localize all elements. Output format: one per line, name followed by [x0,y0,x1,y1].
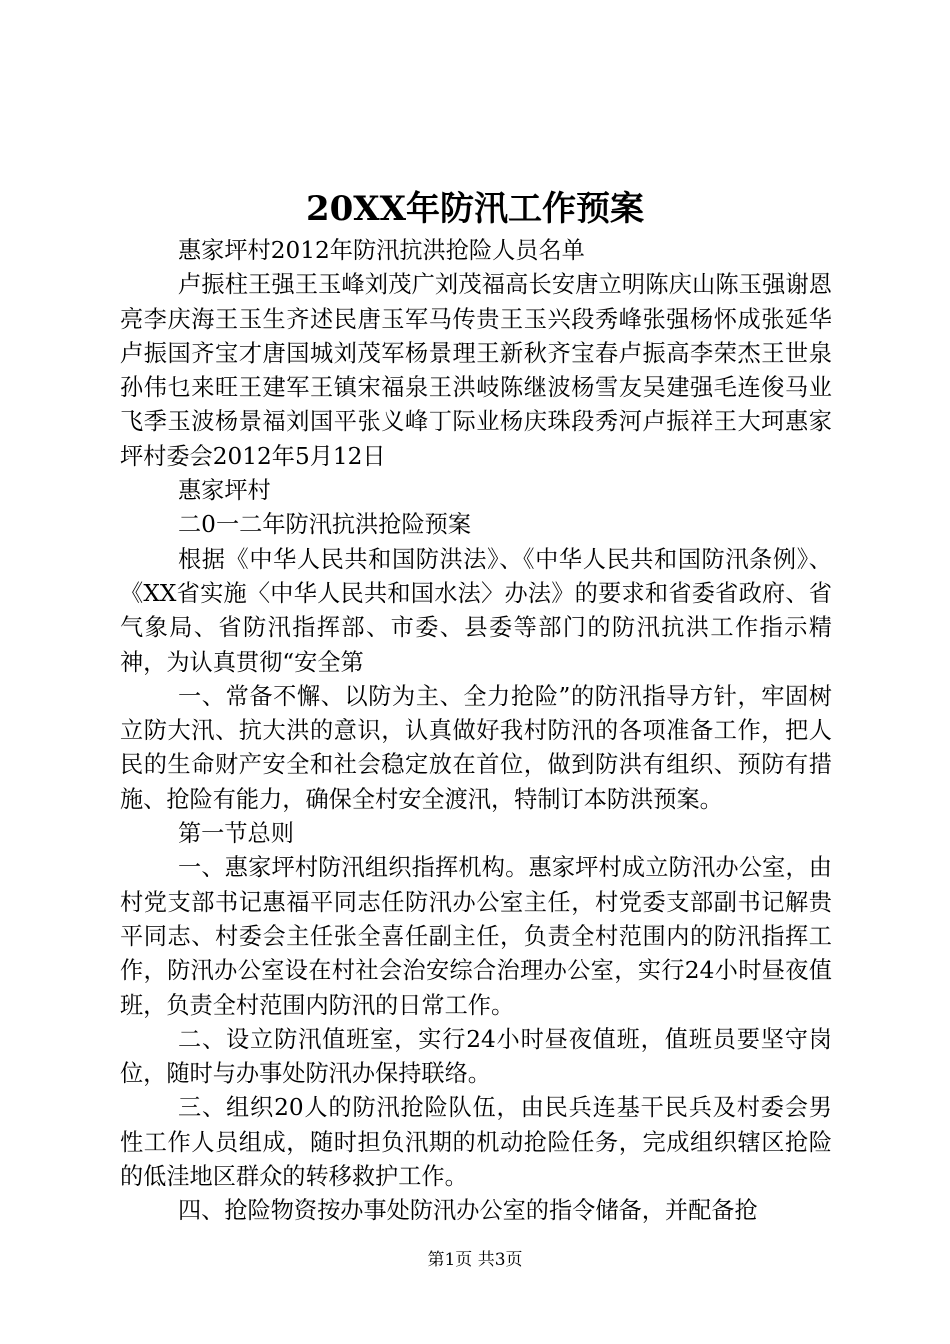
section-heading-general: 第一节总则 [178,820,294,848]
page-number-footer: 第1页 共3页 [427,1250,523,1270]
paragraph-item-1: 一、惠家坪村防汛组织指挥机构。惠家坪村成立防汛办公室，由村党支部书记惠福平同志任防汛办公室主任，村党委支部副书记解贵平同志、村委会主任张全喜任副主任，负责全村范围内的防汛指挥工作，防汛办公室设在村社会治安综合治理办公室，实行24小时昼夜值班，负责全村范围内防汛的日常工作。 [120,854,832,1019]
document-body [120,234,832,1229]
paragraph-plan-heading: 二0一二年防汛抗洪抢险预案 [178,511,472,539]
document-title: 20XX年防汛工作预案 [305,189,645,229]
paragraph-personnel-list-heading: 惠家坪村2012年防汛抗洪抢险人员名单 [178,237,585,264]
paragraph-legal-basis: 根据《中华人民共和国防洪法》、《中华人民共和国防汛条例》、《XX省实施〈中华人民共和国水法〉办法》的要求和省委省政府、省气象局、省防汛指挥部、市委、县委等部门的防汛抗洪工作指示精神，为认真贯彻“安全第 [120,545,832,676]
paragraph-guiding-policy: 一、常备不懈、以防为主、全力抢险”的防汛指导方针，牢固树立防大汛、抗大洪的意识，认真做好我村防汛的各项准备工作，把人民的生命财产安全和社会稳定放在首位，做到防洪有组织、预防有措施、抢险有能力，确保全村安全渡汛，特制订本防洪预案。 [120,682,832,813]
paragraph-item-4: 四、抢险物资按办事处防汛办公室的指令储备，并配备抢 [178,1197,758,1225]
paragraph-village-name: 惠家坪村 [178,477,271,505]
paragraph-item-3: 三、组织20人的防汛抢险队伍，由民兵连基干民兵及村委会男性工作人员组成，随时担负汛期的机动抢险任务，完成组织辖区抢险的低洼地区群众的转移救护工作。 [120,1094,832,1191]
paragraph-personnel-names: 卢振柱王强王玉峰刘茂广刘茂福高长安唐立明陈庆山陈玉强谢恩亮李庆海王玉生齐述民唐玉军马传贵王玉兴段秀峰张强杨怀成张延华卢振国齐宝才唐国城刘茂军杨景理王新秋齐宝春卢振高李荣杰王世泉孙伟乜来旺王建军王镇宋福泉王洪岐陈继波杨雪友吴建强毛连俊马业飞季玉波杨景福刘国平张义峰丁际业杨庆珠段秀河卢振祥王大珂惠家坪村委会2012年5月12日 [120,271,832,470]
paragraph-item-2: 二、设立防汛值班室，实行24小时昼夜值班，值班员要坚守岗位，随时与办事处防汛办保持联络。 [120,1025,832,1088]
